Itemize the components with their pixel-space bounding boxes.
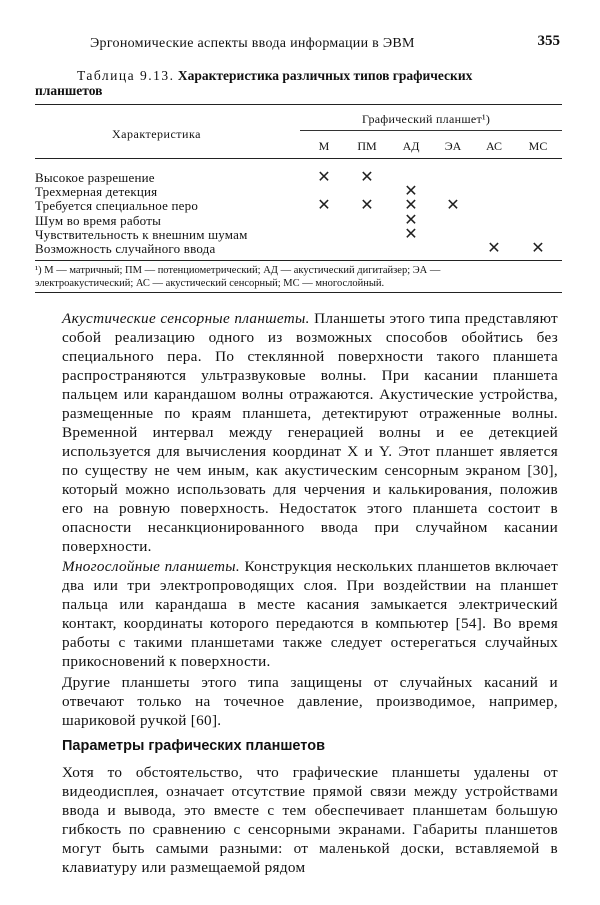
paragraph-acoustic-text: Планшеты этого типа представляют собой реализацию одного из возможных способов обойтись без специального пера. По стеклянной поверхности такого планшета распространяются ультразвуковые волны. При касании планшета пальцем или карандашом волны отражаются. Акустические устройства, размещенные по краям планшета, детектируют отраженные волны. Временной интервал между генерацией волны и ее детекцией используется для вычисления координат X и Y. Этот планшет является по существу не чем иным, как акустическим сенсорным экраном [30], который можно использовать для черчения и калькирования, положив его на ровную поверхность. Недостаток этого планшета состоит в опасности несанкционированного ввода при случайном касании поверхности.: [62, 310, 558, 555]
paragraph-acoustic-title: Акустические сенсорные планшеты.: [62, 310, 310, 327]
cross-mark-icon: ✕: [317, 167, 331, 186]
table-row-label: Требуется специальное перо: [35, 198, 199, 214]
paragraph-multilayer-text: Конструкция нескольких планшетов включает два или три электропроводящих слоя. При воздействии на планшет пальца или карандаша в месте касания замыкается электрический контакт, координаты которого передаются в компьютер [54]. Во время работы с такими планшетами также следует остерегаться случайных прикосновений к поверхности.: [62, 558, 559, 670]
cross-mark-icon: ✕: [404, 195, 418, 215]
cross-mark-icon: ✕: [360, 195, 374, 215]
section-heading: Параметры графических планшетов: [62, 738, 325, 754]
table-caption-label: Таблица 9.13.: [77, 68, 175, 83]
table-caption-text: Характеристика различных типов графических: [177, 68, 473, 83]
cross-mark-icon: ✕: [531, 238, 545, 257]
running-head: Эргономические аспекты ввода информации в ЭВМ: [90, 36, 415, 51]
cross-mark-icon: ✕: [487, 238, 501, 257]
table-header-group: Графический планшет¹): [362, 112, 491, 126]
page-number: 355: [537, 33, 560, 49]
paragraph-parameters-text: Хотя то обстоятельство, что графические планшеты удалены от видеодисплея, означает отсутствие прямой связи между устройствами ввода и вывода, это вместе с тем обеспечивает планшетам большую гибкость по сравнению с сенсорными экранами. Габариты планшетов могут быть самыми разными: от маленькой доски, вставляемой в клавиатуру или размещаемой рядом: [62, 764, 558, 876]
paragraph-other-text: Другие планшеты этого типа защищены от случайных касаний и отвечают только на точечное давление, производимое, например, шариковой ручкой [60].: [62, 674, 558, 729]
table-row-label: Шум во время работы: [35, 212, 162, 228]
cross-mark-icon: ✕: [446, 195, 460, 215]
cross-mark-icon: ✕: [317, 195, 331, 215]
column-header: АД: [402, 139, 420, 153]
table-bottom-rule: [35, 260, 562, 261]
table-row-label: Чувствительность к внешним шумам: [35, 226, 248, 242]
cross-mark-icon: ✕: [404, 181, 418, 201]
table-caption: [35, 68, 555, 98]
cross-mark-icon: ✕: [404, 209, 418, 229]
table-header-rule: [35, 158, 562, 159]
footnote-rule: [35, 292, 562, 293]
footnote-line-2: электроакустический; АС — акустический сенсорный; МС — многослойный.: [35, 277, 385, 289]
cross-mark-icon: ✕: [360, 167, 374, 186]
footnote-line-1: ¹) М — матричный; ПМ — потенциометрический; АД — акустический дигитайзер; ЭА —: [35, 265, 441, 276]
table-footnote: [35, 265, 562, 290]
paragraph-multilayer-title: Многослойные планшеты.: [62, 558, 240, 575]
column-header: М: [318, 139, 330, 153]
paragraph-other: [62, 673, 558, 730]
column-header: ПМ: [357, 139, 377, 153]
table-header-sub-rule: [300, 130, 562, 131]
table-header-characteristic: Характеристика: [112, 127, 201, 141]
table-top-rule: [35, 104, 562, 105]
table-row-label: Возможность случайного ввода: [35, 241, 216, 256]
table-row-label: Трехмерная детекция: [35, 184, 158, 200]
paragraph-parameters: [62, 763, 558, 877]
paragraph-multilayer: [62, 557, 558, 671]
cross-mark-icon: ✕: [404, 223, 418, 243]
paragraph-acoustic: [62, 309, 558, 556]
table-caption-text-2: планшетов: [35, 83, 103, 98]
column-header: МС: [528, 139, 548, 153]
column-header: ЭА: [444, 139, 462, 153]
table-row-label: Высокое разрешение: [35, 170, 155, 185]
column-header: АС: [485, 139, 503, 153]
